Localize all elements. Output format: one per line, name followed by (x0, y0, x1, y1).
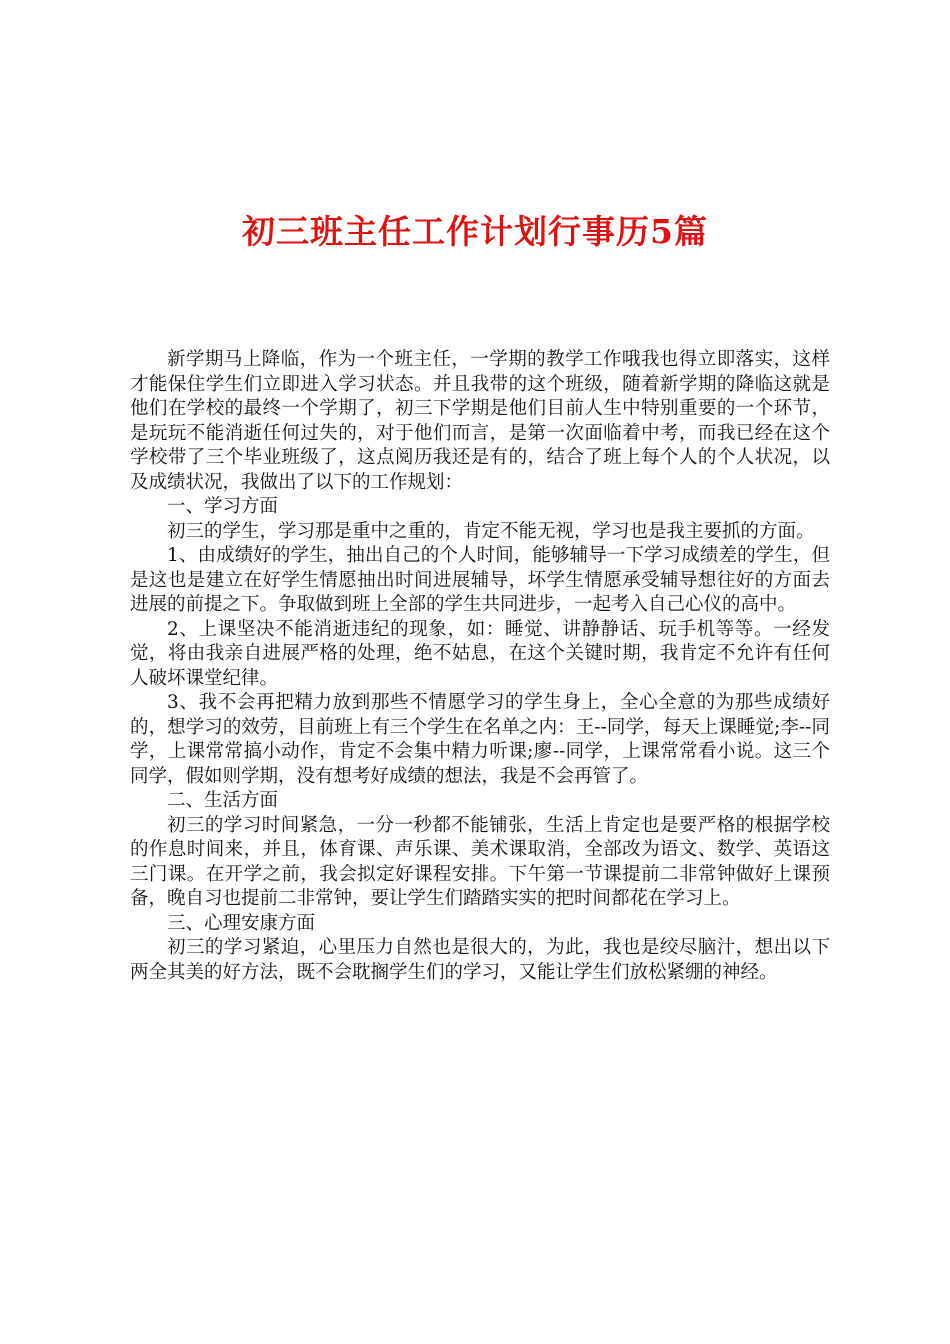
paragraph-study-overview: 初三的学生，学习那是重中之重的，肯定不能无视，学习也是我主要抓的方面。 (167, 520, 815, 542)
document-title: 初三班主任工作计划行事历5篇 (242, 212, 708, 251)
document-body (130, 348, 830, 985)
section-heading-study: 一、学习方面 (167, 496, 279, 517)
paragraph-study-item-3: 3、我不会再把精力放到那些不情愿学习的学生身上，全心全意的为那些成绩好的，想学习的效劳，目前班上有三个学生在名单之内：王--同学，每天上课睡觉;李--同学，上课常常搞小动作，肯定不会集中精力听课;廖--同学，上课常常看小说。这三个同学，假如则学期，没有想考好成绩的想法，我是不会再管了。 (130, 692, 830, 787)
paragraph-study-item-1: 1、由成绩好的学生，抽出自己的个人时间，能够辅导一下学习成绩差的学生，但是这也是建立在好学生情愿抽出时间进展辅导，坏学生情愿承受辅导想往好的方面去进展的前提之下。争取做到班上全部的学生共同进步，一起考入自己心仪的高中。 (130, 545, 830, 615)
paragraph-intro: 新学期马上降临，作为一个班主任，一学期的教学工作哦我也得立即落实，这样才能保住学生们立即进入学习状态。并且我带的这个班级，随着新学期的降临这就是他们在学校的最终一个学期了，初三下学期是他们目前人生中特别重要的一个环节，是玩玩不能消逝任何过失的，对于他们而言，是第一次面临着中考，而我已经在这个学校带了三个毕业班级了，这点阅历我还是有的，结合了班上每个人的个人状况，以及成绩状况，我做出了以下的工作规划： (130, 349, 830, 493)
paragraph-study-item-2: 2、上课坚决不能消逝违纪的现象，如：睡觉、讲静静话、玩手机等等。一经发觉，将由我亲自进展严格的处理，绝不姑息，在这个关键时期，我肯定不允许有任何人破坏课堂纪律。 (130, 618, 830, 689)
section-heading-mental-health: 三、心理安康方面 (167, 912, 316, 934)
section-heading-life: 二、生活方面 (167, 790, 279, 811)
paragraph-mental-health: 初三的学习紧迫，心里压力自然也是很大的，为此，我也是绞尽脑汁，想出以下两全其美的好方法，既不会耽搁学生们的学习，又能让学生们放松紧绷的神经。 (130, 937, 830, 983)
paragraph-life: 初三的学习时间紧急，一分一秒都不能铺张，生活上肯定也是要严格的根据学校的作息时间来，并且，体育课、声乐课、美术课取消，全部改为语文、数学、英语这三门课。在开学之前，我会拟定好课程安排。下午第一节课提前二非常钟做好上课预备，晚自习也提前二非常钟，要让学生们踏踏实实的把时间都花在学习上。 (130, 814, 830, 909)
